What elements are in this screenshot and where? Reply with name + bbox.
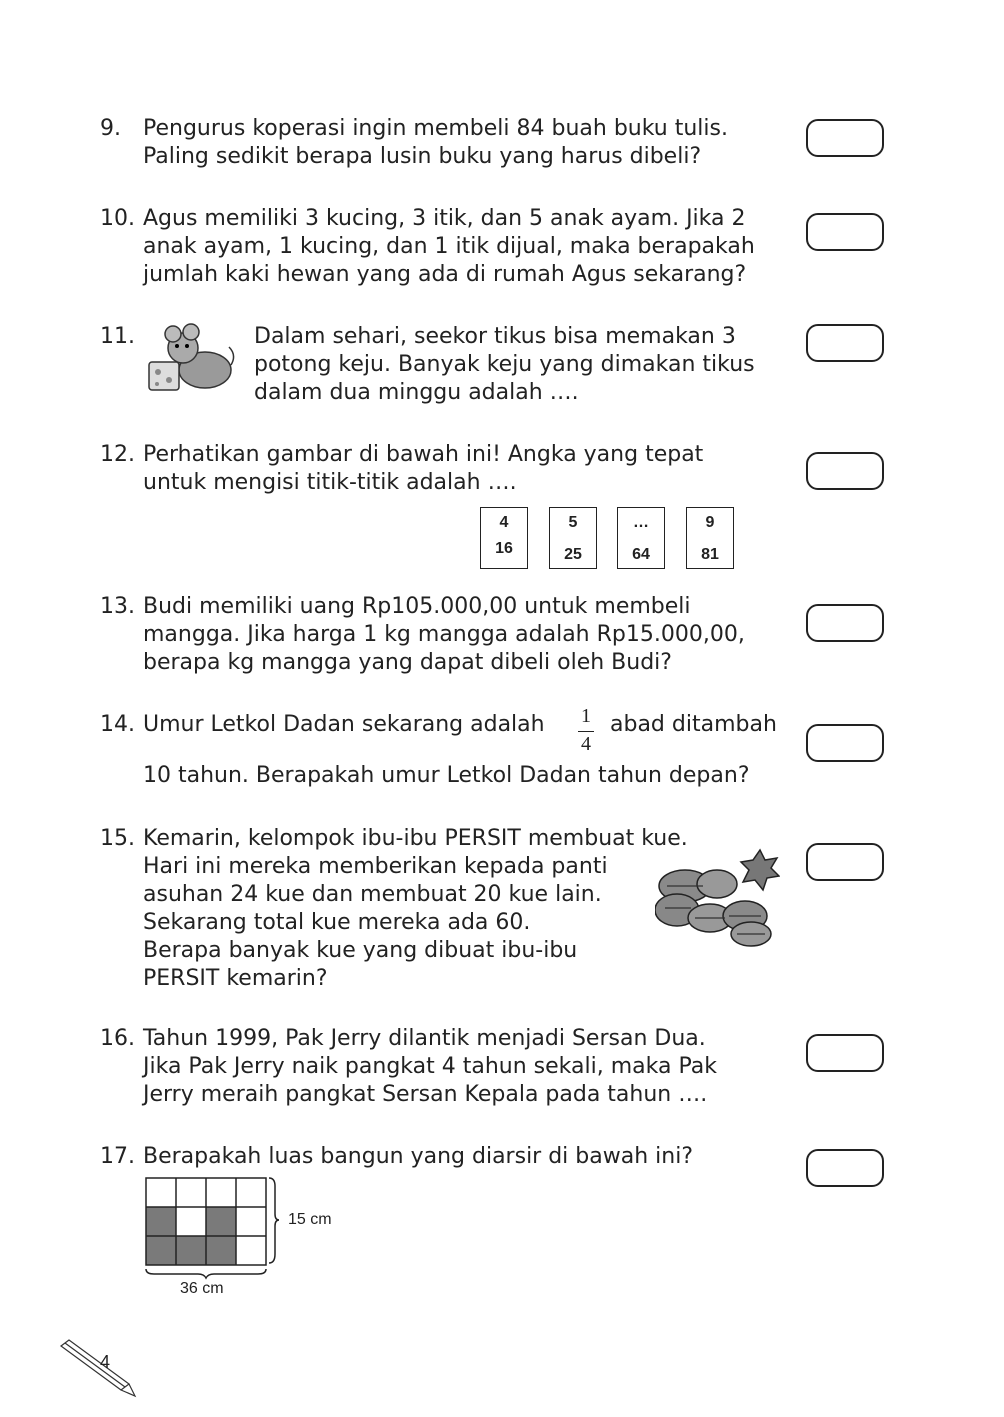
q9-text: Pengurus koperasi ingin membeli 84 buah buku tulis. Paling sedikit berapa lusin buku yang harus dibeli? [143,116,728,169]
q17-answer-box[interactable] [806,1149,884,1187]
q15-answer-box[interactable] [806,843,884,881]
shaded-cell [206,1207,236,1236]
q16-text: Tahun 1999, Pak Jerry dilantik menjadi Sersan Dua. Jika Pak Jerry naik pangkat 4 tahun sekali, maka Pak Jerry meraih pangkat Sersan Kepala pada tahun …. [143,1026,717,1107]
fraction-denominator: 4 [581,733,591,755]
q15-text: Kemarin, kelompok ibu-ibu PERSIT membuat kue. Hari ini mereka memberikan kepada panti asuhan 24 kue dan membuat 20 kue lain. Sekarang total kue mereka ada 60. Berapa banyak kue yang dibuat ibu-ibu PERSIT kemarin? [143,826,688,991]
q15-number: 15. [100,826,135,851]
q10-text: Agus memiliki 3 kucing, 3 itik, dan 5 anak ayam. Jika 2 anak ayam, 1 kucing, dan 1 itik dijual, maka berapakah jumlah kaki hewan yang ada di rumah Agus sekarang? [143,206,755,287]
pencil-icon [55,1338,140,1400]
q14-answer-box[interactable] [806,724,884,762]
q12-text: Perhatikan gambar di bawah ini! Angka yang tepat untuk mengisi titik-titik adalah …. [143,442,704,495]
q14-number: 14. [100,712,135,737]
q9-number: 9. [100,116,121,141]
q10-number: 10. [100,206,135,231]
number-box-3: … 64 [617,507,665,569]
q13-number: 13. [100,594,135,619]
q11-answer-box[interactable] [806,324,884,362]
fraction-numerator: 1 [581,705,591,727]
q16-number: 16. [100,1026,135,1051]
page-number: 4 [100,1352,111,1372]
fraction-bar [578,731,594,732]
q9-answer-box[interactable] [806,119,884,157]
q12-answer-box[interactable] [806,452,884,490]
q14-line-2: 10 tahun. Berapakah umur Letkol Dadan tahun depan? [143,763,750,788]
q14-line-1-before: Umur Letkol Dadan sekarang adalah [143,712,545,737]
mouse-cheese-image [145,320,237,395]
q11-text: Dalam sehari, seekor tikus bisa memakan 3 potong keju. Banyak keju yang dimakan tikus dalam dua minggu adalah …. [254,324,755,405]
width-label: 36 cm [180,1280,224,1297]
q12-number: 12. [100,442,135,467]
q14-line-1-after: abad ditambah [610,712,777,737]
number-box-4: 9 81 [686,507,734,569]
cookies-image [655,848,780,950]
q17-text: Berapakah luas bangun yang diarsir di bawah ini? [143,1144,693,1169]
shaded-cell [176,1236,206,1265]
q17-number: 17. [100,1144,135,1169]
q16-answer-box[interactable] [806,1034,884,1072]
q10-answer-box[interactable] [806,213,884,251]
shaded-rectangle-figure [140,1170,290,1285]
shaded-cell [206,1236,236,1265]
number-box-2: 5 25 [549,507,597,569]
shaded-cell [146,1236,176,1265]
shaded-cell [146,1207,176,1236]
q11-number: 11. [100,324,135,349]
q13-answer-box[interactable] [806,604,884,642]
number-box-1: 4 16 [480,507,528,569]
q13-text: Budi memiliki uang Rp105.000,00 untuk membeli mangga. Jika harga 1 kg mangga adalah Rp15.000,00, berapa kg mangga yang dapat dibeli oleh Budi? [143,594,745,675]
height-label: 15 cm [288,1211,332,1228]
